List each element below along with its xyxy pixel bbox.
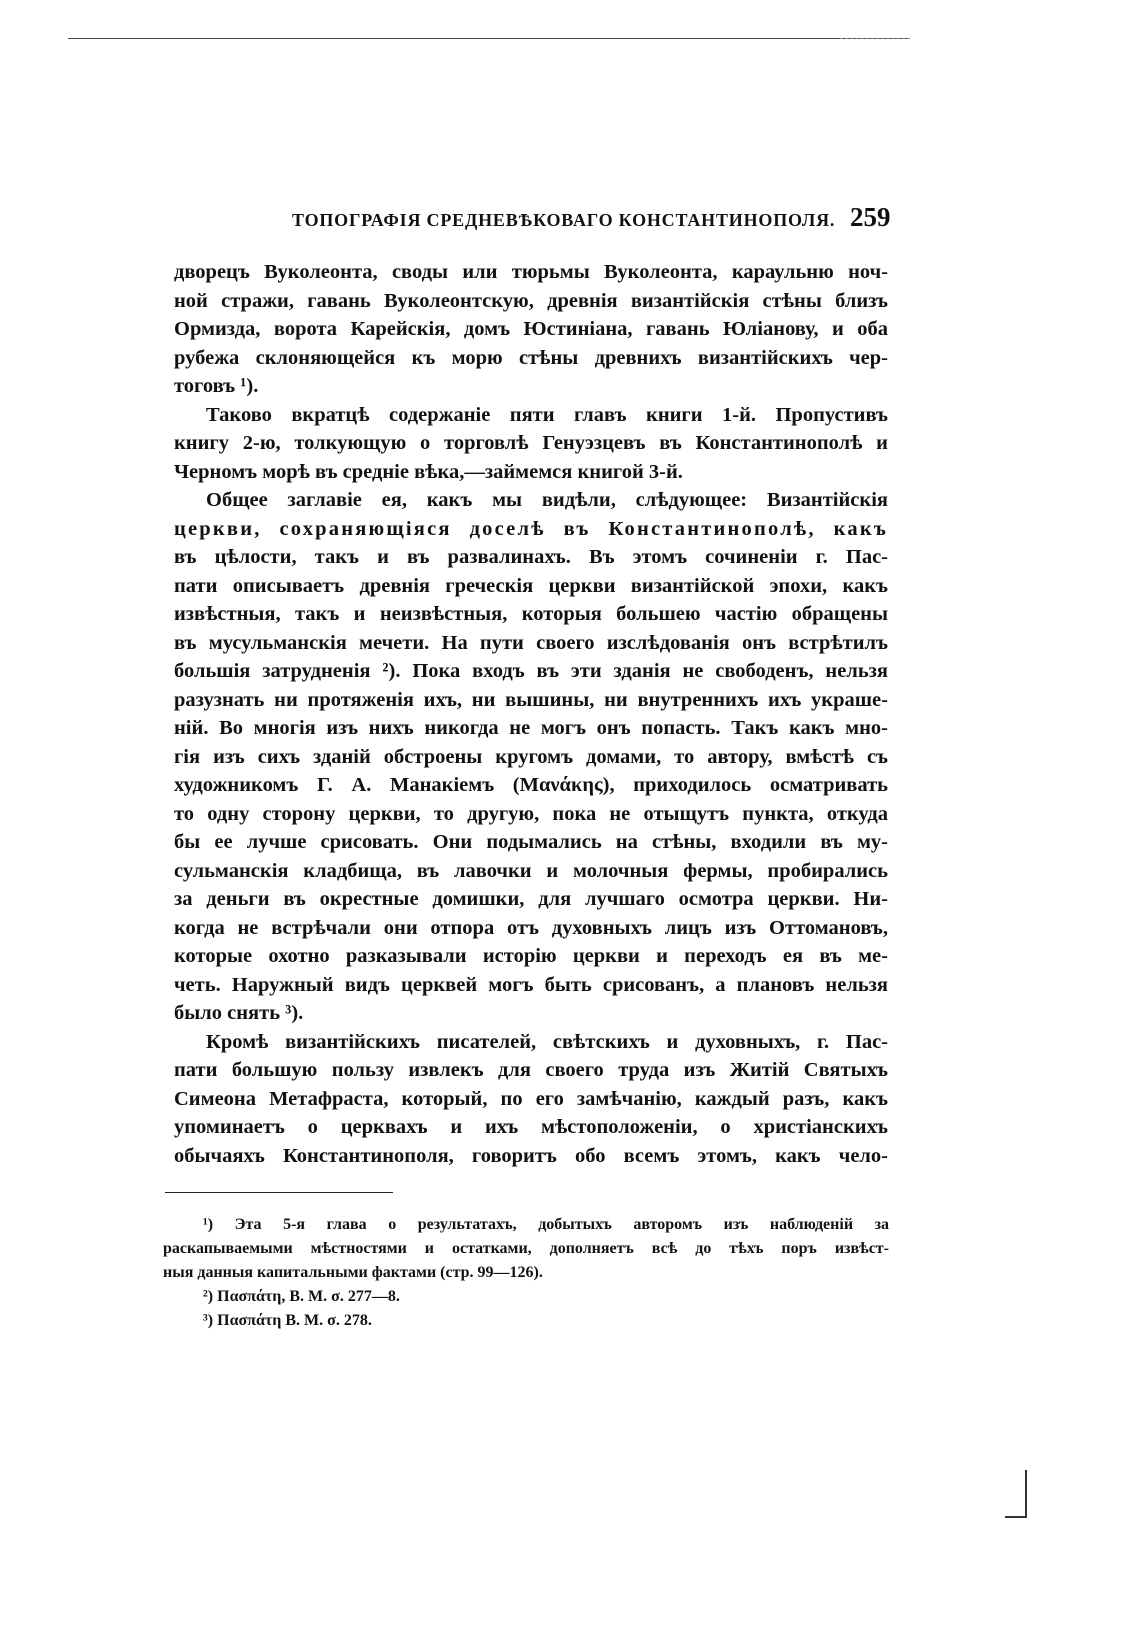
text-line: Таково вкратцѣ содержаніе пяти главъ книги 1-й. Пропустивъ: [206, 403, 888, 426]
text-line: Симеона Метафраста, который, по его замѣчанію, каждый разъ, какъ: [174, 1087, 888, 1110]
text-line: тоговъ ¹).: [174, 375, 259, 397]
text-line: большія затрудненія ²). Пока входъ въ эти зданія не свободенъ, нельзя: [174, 660, 888, 682]
text-line: сульманскія кладбища, въ лавочки и молочныя фермы, пробирались: [174, 859, 888, 882]
text-line: въ мусульманскія мечети. На пути своего изслѣдованія онъ встрѣтилъ: [174, 631, 888, 654]
text-line: за деньги въ окрестные домишки, для лучшаго осмотра церкви. Ни-: [174, 888, 888, 910]
footnote-3: ³) Πασπάτη В. М. σ. 278.: [203, 1312, 372, 1329]
text-line: дворецъ Вуколеонта, своды или тюрьмы Вуколеонта, караульню ноч-: [174, 261, 888, 283]
footnote-1-line: раскапываемыми мѣстностями и остатками, дополняетъ всѣ до тѣхъ поръ извѣст-: [163, 1240, 889, 1257]
top-scan-rule: [68, 38, 908, 39]
text-line: художникомъ Г. А. Манакіемъ (Μανάκης), приходилось осматривать: [174, 774, 888, 796]
text-line: пати большую пользу извлекъ для своего труда изъ Житій Святыхъ: [174, 1059, 888, 1081]
text-line: рубежа склоняющейся къ морю стѣны древнихъ византійскихъ чер-: [174, 346, 888, 369]
text-line: четь. Наружный видъ церквей могъ быть срисованъ, а плановъ нельзя: [174, 973, 888, 996]
main-text: [174, 258, 888, 1170]
text-line: Общее заглавіе ея, какъ мы видѣли, слѣдующее: Византійскія: [206, 489, 888, 511]
text-line: пати описываетъ древнія греческія церкви византійской эпохи, какъ: [174, 574, 888, 597]
text-line: Ормизда, ворота Карейскія, домъ Юстиніана, гавань Юліанову, и оба: [174, 318, 888, 340]
footnotes: [163, 1213, 889, 1333]
footnote-2: ²) Πασπάτη, В. М. σ. 277—8.: [203, 1288, 400, 1305]
top-scan-rule-dashed: [840, 38, 910, 39]
text-line: было снять ³).: [174, 1002, 304, 1024]
text-line: упоминаетъ о церквахъ и ихъ мѣстоположеніи, о христіанскихъ: [174, 1116, 888, 1138]
text-line: извѣстныя, такъ и неизвѣстныя, которыя большею частію обращены: [174, 603, 888, 625]
text-line: ной стражи, гавань Вуколеонтскую, древнія византійскія стѣны близъ: [174, 289, 888, 312]
text-line: Кромѣ византійскихъ писателей, свѣтскихъ и духовныхъ, г. Пас-: [206, 1030, 888, 1053]
text-line: гія изъ сихъ зданій обстроены кругомъ домами, то автору, вмѣстѣ съ: [174, 745, 888, 768]
text-line: церкви, сохраняющіяся доселѣ въ Константинополѣ, какъ: [174, 517, 888, 540]
text-line: ній. Во многія изъ нихъ никогда не могъ онъ попасть. Такъ какъ мно-: [174, 717, 888, 739]
text-line: бы ее лучше срисовать. Они подымались на стѣны, входили въ му-: [174, 831, 888, 853]
text-line: книгу 2-ю, толкующую о торговлѣ Генуэзцевъ въ Константинополѣ и: [174, 432, 888, 454]
footnote-separator: [165, 1192, 393, 1193]
text-line: Черномъ морѣ въ средніе вѣка,—займемся книгой 3-й.: [174, 460, 683, 483]
footnote-1-line: ныя данныя капитальными фактами (стр. 99—126).: [163, 1264, 543, 1281]
text-line: разузнать ни протяженія ихъ, ни вышины, ни внутреннихъ ихъ украше-: [174, 688, 888, 711]
scan-crop-mark: [1005, 1470, 1027, 1518]
page-number: 259: [850, 202, 891, 232]
text-line: обычаяхъ Константинополя, говоритъ обо всемъ этомъ, какъ чело-: [174, 1144, 888, 1167]
running-title: ТОПОГРАФІЯ СРЕДНЕВѢКОВАГО КОНСТАНТИНОПОЛЯ.: [292, 210, 836, 230]
text-line: когда не встрѣчали они отпора отъ духовныхъ лицъ изъ Оттомановъ,: [174, 916, 888, 939]
text-line: въ цѣлости, такъ и въ развалинахъ. Въ этомъ сочиненіи г. Пас-: [174, 546, 888, 568]
footnote-1-line: ¹) Эта 5-я глава о результатахъ, добытыхъ авторомъ изъ наблюденій за: [203, 1216, 889, 1233]
text-line: то одну сторону церкви, то другую, пока не отыщутъ пункта, откуда: [174, 802, 888, 825]
text-line: которые охотно разказывали исторію церкви и переходъ ея въ ме-: [174, 945, 888, 967]
